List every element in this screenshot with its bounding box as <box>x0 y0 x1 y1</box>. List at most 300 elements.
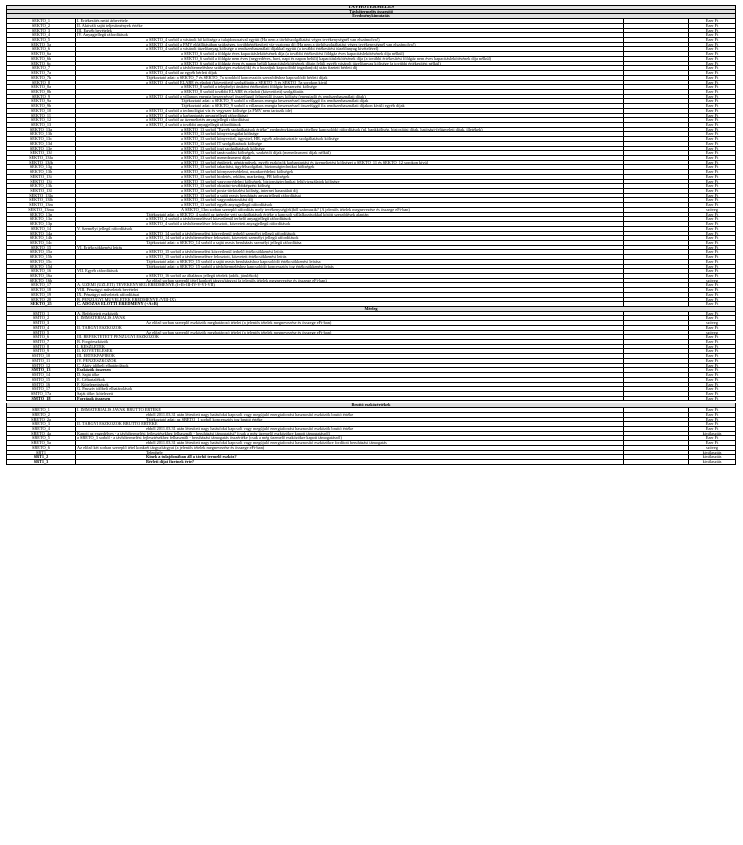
unit-cell: Ezer Ft <box>705 89 719 94</box>
value-cell[interactable] <box>624 422 689 426</box>
unit-cell: Ezer Ft <box>705 71 719 75</box>
row-code: SEKTŐ_8 <box>7 81 76 85</box>
row-description: a SEKTŐ_4 sorból a távhőtermeléshez szükséges eszköz(ök) és a hozzájuk kapcsolódó ingatlan(ok) után fizetett bérleti díj <box>76 66 624 70</box>
unit-cell: Ezer Ft <box>705 212 719 217</box>
unit-cell: kiválasztás <box>702 450 722 455</box>
value-cell[interactable] <box>624 142 689 146</box>
row-code: SMTŐ_13 <box>7 368 76 372</box>
unit-cell: Ezer Ft <box>705 33 719 38</box>
value-cell[interactable] <box>624 189 689 193</box>
value-cell[interactable] <box>624 427 689 431</box>
unit-cell: Ezer Ft <box>705 363 719 368</box>
value-cell[interactable] <box>624 293 689 297</box>
row-description: D. Saját tőke <box>76 373 624 377</box>
unit-cell: Ezer Ft <box>705 302 719 306</box>
value-cell[interactable] <box>624 161 689 165</box>
row-code: SMTŐ_18 <box>7 397 76 401</box>
value-cell[interactable] <box>624 432 689 436</box>
value-cell[interactable] <box>624 364 689 368</box>
value-cell[interactable] <box>624 52 689 56</box>
unit-cell: Ezer Ft <box>705 127 719 132</box>
unit-cell: Ezer Ft <box>705 250 719 255</box>
row-code: SEKTŐ_9 <box>7 95 76 99</box>
table-header: Távhőtermelés összesítő <box>6 10 736 15</box>
unit-cell: Ezer Ft <box>705 236 719 240</box>
unit-cell: Ezer Ft <box>705 52 719 56</box>
value-cell[interactable] <box>624 246 689 250</box>
value-cell[interactable] <box>624 128 689 132</box>
row-code: SEKTŐ_13b <box>7 132 76 136</box>
unit-cell: Ezer Ft <box>705 132 719 137</box>
value-cell[interactable] <box>624 29 689 33</box>
value-cell[interactable] <box>624 340 689 344</box>
value-cell[interactable] <box>624 194 689 198</box>
unit-cell: Ezer Ft <box>705 108 719 113</box>
row-description: Tájékoztató adat: a SEKTŐ_15 sorból a távhőtermeléshez kapcsolódó koncessziós jog értékcsökkenési leírás <box>76 265 624 269</box>
row-description: Tájékoztató adat: a SEKTŐ_9 sorból a villamos energia beszerzéssel összefüggő fix rendszerhasználati díjak <box>76 99 624 103</box>
row-description: I. Értékesítés nettó árbevétele <box>76 19 624 23</box>
value-cell[interactable] <box>624 180 689 184</box>
row-code: SEKTŐ_13n <box>7 213 76 217</box>
unit-cell: Ezer Ft <box>705 382 719 387</box>
unit-cell: Ezer Ft <box>705 344 719 349</box>
row-description: III. ÉRTÉKPAPÍROK <box>76 354 624 358</box>
value-cell[interactable] <box>624 198 689 202</box>
row-code: SMTŐ_10 <box>7 354 76 358</box>
value-cell[interactable] <box>624 436 689 440</box>
row-description: a SEKTŐ_4 sorból a vásárolt tüzelőanyag költsége a rendszerhasználati díjakkal együtt (a további értékesítést tüzelőanyag kivételével) <box>76 47 624 51</box>
unit-cell: Ezer Ft <box>705 368 719 373</box>
row-description: a SEKTŐ_14 sorból a távhőtermelést közvetlenül terhelő személyi jellegű ráfordítások <box>76 232 624 236</box>
row-code: SEKTŐ_10 <box>7 109 76 113</box>
value-cell[interactable] <box>624 383 689 387</box>
value-cell[interactable] <box>624 170 689 174</box>
row-code: SMTŐ_6 <box>7 335 76 339</box>
unit-cell: Ezer Ft <box>705 240 719 245</box>
unit-cell: Ezer Ft <box>705 325 719 330</box>
value-cell[interactable] <box>624 151 689 155</box>
row-code: SEKTŐ_15d <box>7 265 76 269</box>
unit-cell: Ezer Ft <box>705 358 719 363</box>
row-code: SEKTŐ_1 <box>7 19 76 23</box>
unit-cell: Ezer Ft <box>705 354 719 358</box>
value-cell[interactable] <box>624 236 689 240</box>
row-code: SEKTŐ_7 <box>7 66 76 70</box>
unit-cell: Ezer Ft <box>705 47 719 52</box>
value-cell[interactable] <box>624 66 689 70</box>
unit-cell: Ezer Ft <box>705 245 719 250</box>
value-cell[interactable] <box>624 455 689 459</box>
value-cell[interactable] <box>624 156 689 160</box>
unit-cell: Ezer Ft <box>705 113 719 118</box>
value-cell[interactable] <box>624 418 689 422</box>
row-code: SBETŐ_1 <box>7 408 76 412</box>
row-code: SEKTŐ_15c <box>7 260 76 264</box>
value-cell[interactable] <box>624 90 689 94</box>
row-description: a SEKTŐ_13 sorból tanácsadási költségek, szakértői díjak (menedzsment díjak nélkül) <box>76 151 624 155</box>
value-cell[interactable] <box>624 99 689 103</box>
unit-cell: Ezer Ft <box>705 349 719 354</box>
value-cell[interactable] <box>624 321 689 325</box>
row-code: SEKTŐ_16a <box>7 274 76 278</box>
row-description: C. ADÓZÁS ELŐTTI EREDMÉNY (+A±B) <box>76 302 624 306</box>
row-description: Az előző sorban szereplő eszközök meghatározó tételei (a jelentős tételek megnevezése és összege eFt-ban) <box>76 331 624 335</box>
row-code: SEKTŐ_13fa <box>7 156 76 160</box>
unit-cell: Ezer Ft <box>705 316 719 321</box>
row-description: a SEKTŐ_13 sorból takarítási, ügyfélszolgálati, biztonságtechnikai költségek <box>76 165 624 169</box>
row-code: SEKTŐ_12 <box>7 118 76 122</box>
row-description: a SEKTŐ_13 sorból épületek, gépjárművek, egyéb eszközök karbantartási és üzemeltetési költségei a SEKTŐ_11 és SEKTŐ_12 sorokon kívül <box>76 161 624 165</box>
row-code: SEKTŐ_17 <box>7 283 76 287</box>
unit-cell: Ezer Ft <box>705 269 719 273</box>
row-code: SEKTŐ_25 <box>7 302 76 306</box>
value-cell[interactable] <box>624 213 689 217</box>
unit-cell: Ezer Ft <box>705 259 719 264</box>
row-description: Saját tőke: kötelezett <box>76 392 624 396</box>
row-description: II. TÁRGYI ESZKÖZÖK BRUTTÓ ÉRTÉKE <box>76 422 624 426</box>
row-description: a SEKTŐ_4 sorból a további anyagjellegű ráfordítások <box>76 123 624 127</box>
row-description: Az előző két sorban szereplő tétel konkrét tárgya/tárgyai (a jelentős tételek megnevezése és összege eFt-ban) <box>76 446 624 450</box>
row-description: a SEKTŐ_4 sorból a távhőtermeléssel közvetlenül terhelő anyagjellegű ráfordítások <box>76 217 624 221</box>
row-code: SBETŐ_6 <box>7 446 76 450</box>
row-description: G. Passzív időbeli elhatárolások <box>76 387 624 391</box>
row-description: a SEKTŐ_4 sorból a technológiai víz és vegyszer költsége (a FMV nem tartozik ide) <box>76 109 624 113</box>
row-description: a SEKTŐ_13 sorból hirdetés, reklám, marketing, PR költségek <box>76 175 624 179</box>
row-code: SBETŐ_5a <box>7 441 76 445</box>
value-cell[interactable] <box>624 441 689 445</box>
value-cell[interactable] <box>624 316 689 320</box>
row-description: II. KÖVETELÉSEK <box>76 349 624 353</box>
value-cell[interactable] <box>624 109 689 113</box>
row-description: VII. Egyéb ráfordítások <box>76 269 624 273</box>
value-cell[interactable] <box>624 274 689 278</box>
row-description: Az előző sorban szereplő tétel konkrét tárgya/tárgyai (a jelentős tételek megnevezése és összege eFt-ban) <box>76 279 624 283</box>
row-code: SEKTŐ_16 <box>7 269 76 273</box>
row-code: SMTŐ_4 <box>7 326 76 330</box>
unit-cell: Ezer Ft <box>705 283 719 288</box>
row-code: SEKTŐ_7b <box>7 76 76 80</box>
row-code: SEKTŐ_13l <box>7 189 76 193</box>
row-code: SEKTŐ_13ma <box>7 208 76 212</box>
row-code: SEKTŐ_13a <box>7 128 76 132</box>
unit-cell: Ezer Ft <box>705 56 719 61</box>
value-cell[interactable] <box>624 227 689 231</box>
value-cell[interactable] <box>624 392 689 396</box>
value-cell[interactable] <box>624 326 689 330</box>
value-cell[interactable] <box>624 451 689 455</box>
row-code: SEKTŐ_13e <box>7 147 76 151</box>
row-description: a SEKTŐ_13 sorból jogi szolgáltatások költsége <box>76 147 624 151</box>
row-description: ebből 2011.03.31 után létesített nagy hatásfokú kapcsolt vagy megújuló energiaforrást hasznosító eszközökre fordított beruházási támogatás <box>76 441 624 445</box>
row-code: SEKTŐ_13k <box>7 184 76 188</box>
row-code: SEKTŐ_14c <box>7 241 76 245</box>
row-description: a SEKTŐ_6 sorból a földgáz éves kapacitáslekötésének díja (a további értékesítést földgáz éves kapacitáslekötésének díja nélkül) <box>76 52 624 56</box>
unit-cell: Ezer Ft <box>705 19 719 23</box>
unit-cell: kiválasztás <box>702 431 722 436</box>
row-code: SEKTŐ_19 <box>7 293 76 297</box>
row-description: Kapott az engedélyes - a távhőtermelési fejlesztésekhez felhasznált - beruházási támogatást? (csak a még üzemelő eszközökre kapott támogatásról) <box>76 432 624 436</box>
value-cell[interactable] <box>624 373 689 377</box>
row-code: SEKTŐ_5 <box>7 38 76 42</box>
unit-cell: Ezer Ft <box>705 288 719 292</box>
unit-cell: Ezer Ft <box>705 408 719 412</box>
row-code: SEKTŐ_5a <box>7 43 76 47</box>
row-description: IX. Pénzügyi műveletek ráfordításai <box>76 293 624 297</box>
value-cell[interactable] <box>624 269 689 273</box>
value-cell[interactable] <box>624 302 689 306</box>
value-cell[interactable] <box>624 137 689 141</box>
row-description: I. IMMATERIÁLIS JAVAK <box>76 316 624 320</box>
value-cell[interactable] <box>624 298 689 302</box>
value-cell[interactable] <box>624 359 689 363</box>
value-cell[interactable] <box>624 250 689 254</box>
value-cell[interactable] <box>624 331 689 335</box>
row-description: a SEKTŐ_13 sorból "Egyéb szolgáltatások értéke" eredménykimutatás tételhez kapcsolódó ráfordítások (pl. bankköltség, biztosítási díjak, hatósági-felügyeleti díjak, illetékek) <box>76 128 624 132</box>
row-code: SEKTŐ_6a <box>7 52 76 56</box>
value-cell[interactable] <box>624 62 689 66</box>
row-code: SBETŐ_2 <box>7 413 76 417</box>
row-code: SEKTŐ_13la <box>7 194 76 198</box>
row-code: SEKTŐ_7a <box>7 71 76 75</box>
value-cell[interactable] <box>624 349 689 353</box>
value-cell[interactable] <box>624 460 689 464</box>
unit-cell: Ezer Ft <box>705 85 719 89</box>
row-description: Telephely <box>76 451 624 455</box>
value-cell[interactable] <box>624 76 689 80</box>
spreadsheet-table <box>6 5 736 465</box>
row-description: a SEKTŐ_13 sorból könyvvizsgálat költsége <box>76 132 624 136</box>
value-cell[interactable] <box>624 283 689 287</box>
value-cell[interactable] <box>624 47 689 51</box>
row-code: SMTŐ_17a <box>7 392 76 396</box>
row-description: a SEKTŐ_13 sorból könyvvitel, ügyvitel, HR, egyéb adminisztratív szolgáltatások költsége <box>76 137 624 141</box>
value-cell[interactable] <box>624 165 689 169</box>
table-row <box>6 460 736 465</box>
row-code: SEKTŐ_14a <box>7 232 76 236</box>
value-cell[interactable] <box>624 104 689 108</box>
value-cell[interactable] <box>624 203 689 207</box>
row-description: Eszközök összesen <box>76 368 624 372</box>
unit-cell: Ezer Ft <box>705 38 719 42</box>
row-description: B. Forgóeszközök <box>76 340 624 344</box>
row-code: SMTŐ_8 <box>7 345 76 349</box>
unit-cell: Ezer Ft <box>705 165 719 170</box>
value-cell[interactable] <box>624 413 689 417</box>
row-code: SEKTŐ_11 <box>7 114 76 118</box>
value-cell[interactable] <box>624 345 689 349</box>
row-description: Kinek a tulajdonában áll a távhő termelő eszköz? <box>76 455 624 459</box>
row-code: SEKTŐ_13g <box>7 165 76 169</box>
unit-cell: Ezer Ft <box>705 417 719 422</box>
unit-cell: Ezer Ft <box>705 292 719 297</box>
row-code: SEKTŐ_9b <box>7 104 76 108</box>
row-code: SEKTŐ_13m <box>7 203 76 207</box>
row-code: SEKTŐ_13i <box>7 175 76 179</box>
row-description: Tájékoztató adat: a SEKTŐ_15 sorból a saját rezsis beruházáshoz kapcsolódó értékcsökkenési leírása <box>76 260 624 264</box>
value-cell[interactable] <box>624 81 689 85</box>
row-code: SMTŐ_17 <box>7 387 76 391</box>
row-code: SMTŐ_1 <box>7 312 76 316</box>
row-description: V. Személyi jellegű ráfordítások <box>76 227 624 231</box>
row-code: SEKTŐ_6 <box>7 47 76 51</box>
value-cell[interactable] <box>624 123 689 127</box>
row-code: SBT1_2 <box>7 455 76 459</box>
unit-cell: Ezer Ft <box>705 297 719 302</box>
unit-cell: Ezer Ft <box>705 141 719 146</box>
value-cell[interactable] <box>624 118 689 122</box>
row-code: SEKTŐ_2 <box>7 24 76 28</box>
row-description: a SEKTŐ_13 sorból posta-távközlési költség, internet használati díj <box>76 189 624 193</box>
value-cell[interactable] <box>624 335 689 339</box>
value-cell[interactable] <box>624 217 689 221</box>
row-description: ebből 2011.03.31 után létesített nagy hatásfokú kapcsolt vagy megújuló energiaforrást hasznosító eszközök bruttó értéke <box>76 427 624 431</box>
row-code: SEKTŐ_13h <box>7 170 76 174</box>
unit-cell: szöveg <box>706 321 718 325</box>
unit-cell: Ezer Ft <box>705 61 719 66</box>
row-description: A. Befektetett eszközök <box>76 312 624 316</box>
value-cell[interactable] <box>624 24 689 28</box>
unit-cell: Ezer Ft <box>705 373 719 377</box>
unit-cell: kiválasztás <box>702 455 722 459</box>
row-code: SEKTŐ_13lb <box>7 198 76 202</box>
value-cell[interactable] <box>624 241 689 245</box>
row-description: a SEKTŐ_13 sorból vagyonbiztosítási díj <box>76 198 624 202</box>
table-header: Eredménykimutatás <box>6 14 736 19</box>
row-description: a SEKTŐ_6 sorból a földgáz nem éves (negyedéves, havi, napi és napon belüli) kapacitáslekötésének díja (a további értékesítést földgáz nem éves kapacitáslekötésének díja nélkül) <box>76 57 624 61</box>
row-description: I. KÉSZLETEK <box>76 345 624 349</box>
row-code: SMTŐ_15 <box>7 378 76 382</box>
value-cell[interactable] <box>624 265 689 269</box>
row-description: a SEKTŐ_13 sorból a saját rezsis beruházás anyagjellegű ráfordításai <box>76 194 624 198</box>
value-cell[interactable] <box>624 446 689 450</box>
value-cell[interactable] <box>624 255 689 259</box>
unit-cell: szöveg <box>706 278 718 283</box>
row-description: a SEKTŐ_6 sorból a földgáz éven és napon belüli kapacitáslekötésének díjain felüli egyéb vásárolt tüzelőanyag költsége (a további értékesítést nélkül) <box>76 62 624 66</box>
value-cell[interactable] <box>624 222 689 226</box>
value-cell[interactable] <box>624 132 689 136</box>
value-cell[interactable] <box>624 95 689 99</box>
row-code: SBT1_3 <box>7 460 76 464</box>
row-code: SEKTŐ_13j <box>7 180 76 184</box>
row-description: a SEKTŐ_13 sorból menedzsment díjak <box>76 156 624 160</box>
value-cell[interactable] <box>624 71 689 75</box>
unit-cell: kiválasztás <box>702 460 722 464</box>
unit-cell: Ezer Ft <box>705 311 719 316</box>
value-cell[interactable] <box>624 232 689 236</box>
unit-cell: Ezer Ft <box>705 422 719 426</box>
row-code: SBETŐ_5 <box>7 436 76 440</box>
unit-cell: Ezer Ft <box>705 377 719 382</box>
section-header: Bruttó eszközértékek <box>6 403 736 408</box>
value-cell[interactable] <box>624 378 689 382</box>
row-code: SEKTŐ_6c <box>7 62 76 66</box>
row-code: SMTŐ_11 <box>7 359 76 363</box>
row-description: II. Aktivált saját teljesítmények értéke <box>76 24 624 28</box>
row-code: SMTŐ_9 <box>7 349 76 353</box>
row-code: SBETŐ_2a <box>7 418 76 422</box>
value-cell[interactable] <box>624 288 689 292</box>
unit-cell: Ezer Ft <box>705 94 719 99</box>
unit-cell: Ezer Ft <box>705 426 719 431</box>
value-cell[interactable] <box>624 279 689 283</box>
unit-cell: Ezer Ft <box>705 412 719 417</box>
value-cell[interactable] <box>624 175 689 179</box>
row-description: Tájékoztató adat: az SBETŐ_1 sorból koncessziós jog bruttó értéke <box>76 418 624 422</box>
row-code: SEKTŐ_13d <box>7 142 76 146</box>
row-code: SEKTŐ_13 <box>7 123 76 127</box>
row-description: a SEKTŐ_15 sorból a távhőtermelést közvetlenül terhelő értékcsökkenési leírás <box>76 250 624 254</box>
row-code: SBETŐ_3 <box>7 422 76 426</box>
row-description: A. ÜZEMI (ÜZLETI) TEVÉKENYSÉG EREDMÉNYE (I+II+III-IV-V-VI-VII) <box>76 283 624 287</box>
unit-cell: Ezer Ft <box>705 441 719 445</box>
unit-cell: szöveg <box>706 445 718 450</box>
row-description: a SEKTŐ_13 sorból környezetvédelmi, munkavédelmi költségek <box>76 170 624 174</box>
unit-cell: Ezer Ft <box>705 217 719 222</box>
row-description: C. Aktív időbeli elhatárolások <box>76 364 624 368</box>
unit-cell: Ezer Ft <box>705 264 719 269</box>
unit-cell: Ezer Ft <box>705 80 719 85</box>
value-cell[interactable] <box>624 38 689 42</box>
value-cell[interactable] <box>624 33 689 37</box>
row-description: a SEKTŐ_4 sorból az üzemeltetés anyagjellegű ráfordításai <box>76 118 624 122</box>
value-cell[interactable] <box>624 387 689 391</box>
value-cell[interactable] <box>624 85 689 89</box>
unit-cell: Ezer Ft <box>705 226 719 231</box>
value-cell[interactable] <box>624 408 689 412</box>
row-description: III. BEFEKTETETT PÉNZÜGYI ESZKÖZÖK <box>76 335 624 339</box>
value-cell[interactable] <box>624 368 689 372</box>
value-cell[interactable] <box>624 397 689 401</box>
row-description: VI. Értékcsökkenési leírás <box>76 246 624 250</box>
row-description: Források összesen <box>76 397 624 401</box>
unit-cell: Ezer Ft <box>705 42 719 47</box>
value-cell[interactable] <box>624 43 689 47</box>
value-cell[interactable] <box>624 312 689 316</box>
row-description: a SEKTŐ_15 sorból a távhőtermelésre felosztott, közvetett értékcsökkenési leírás <box>76 255 624 259</box>
row-code: SEKTŐ_4 <box>7 33 76 37</box>
unit-cell: Ezer Ft <box>705 198 719 203</box>
row-code: SMTŐ_16 <box>7 383 76 387</box>
value-cell[interactable] <box>624 19 689 23</box>
row-description: Az előző sorban szereplő eszközök meghatározó tételei (a jelentős tételek megnevezése és összege eFt-ban) <box>76 321 624 325</box>
unit-cell: Ezer Ft <box>705 391 719 396</box>
unit-cell: Ezer Ft <box>705 203 719 207</box>
value-cell[interactable] <box>624 184 689 188</box>
row-description: E. Céltartalékok <box>76 378 624 382</box>
row-description: a SEKTŐ_4 sorból az egyéb bérleti díjak <box>76 71 624 75</box>
unit-cell: Ezer Ft <box>705 99 719 104</box>
row-code: SBETŐ_4a <box>7 432 76 436</box>
unit-cell: Ezer Ft <box>705 156 719 160</box>
row-description: Tájékoztató adat: a SEKTŐ_9 sorból a villamos energia beszerzéssel összefüggő fix rendszerhasználati díjakon kívüli egyéb díjak <box>76 104 624 108</box>
value-cell[interactable] <box>624 57 689 61</box>
unit-cell: Ezer Ft <box>705 189 719 193</box>
value-cell[interactable] <box>624 147 689 151</box>
row-description: VIII. Pénzügyi műveletek bevételei <box>76 288 624 292</box>
value-cell[interactable] <box>624 208 689 212</box>
row-code: SEKTŐ_13o <box>7 217 76 221</box>
row-description: a SEKTŐ_4 sorból a karbantartás anyagjellegű ráfordításai <box>76 114 624 118</box>
value-cell[interactable] <box>624 354 689 358</box>
row-code: SEKTŐ_8a <box>7 85 76 89</box>
row-description: Tájékoztató adat: a SEKTŐ_14 sorból a saját rezsis beruházás személyi jellegű ráfordítása <box>76 241 624 245</box>
section-header: Mérleg <box>6 307 736 312</box>
unit-cell: Ezer Ft <box>705 151 719 155</box>
unit-cell: Ezer Ft <box>705 137 719 141</box>
row-description: a SEKTŐ_4 sorból a vásárolt hő költsége a tulajdonosaival együtt (Ha nem a távhőszolgáltatást végez tevékenységnél van elszámolva!) <box>76 38 624 42</box>
value-cell[interactable] <box>624 114 689 118</box>
value-cell[interactable] <box>624 260 689 264</box>
